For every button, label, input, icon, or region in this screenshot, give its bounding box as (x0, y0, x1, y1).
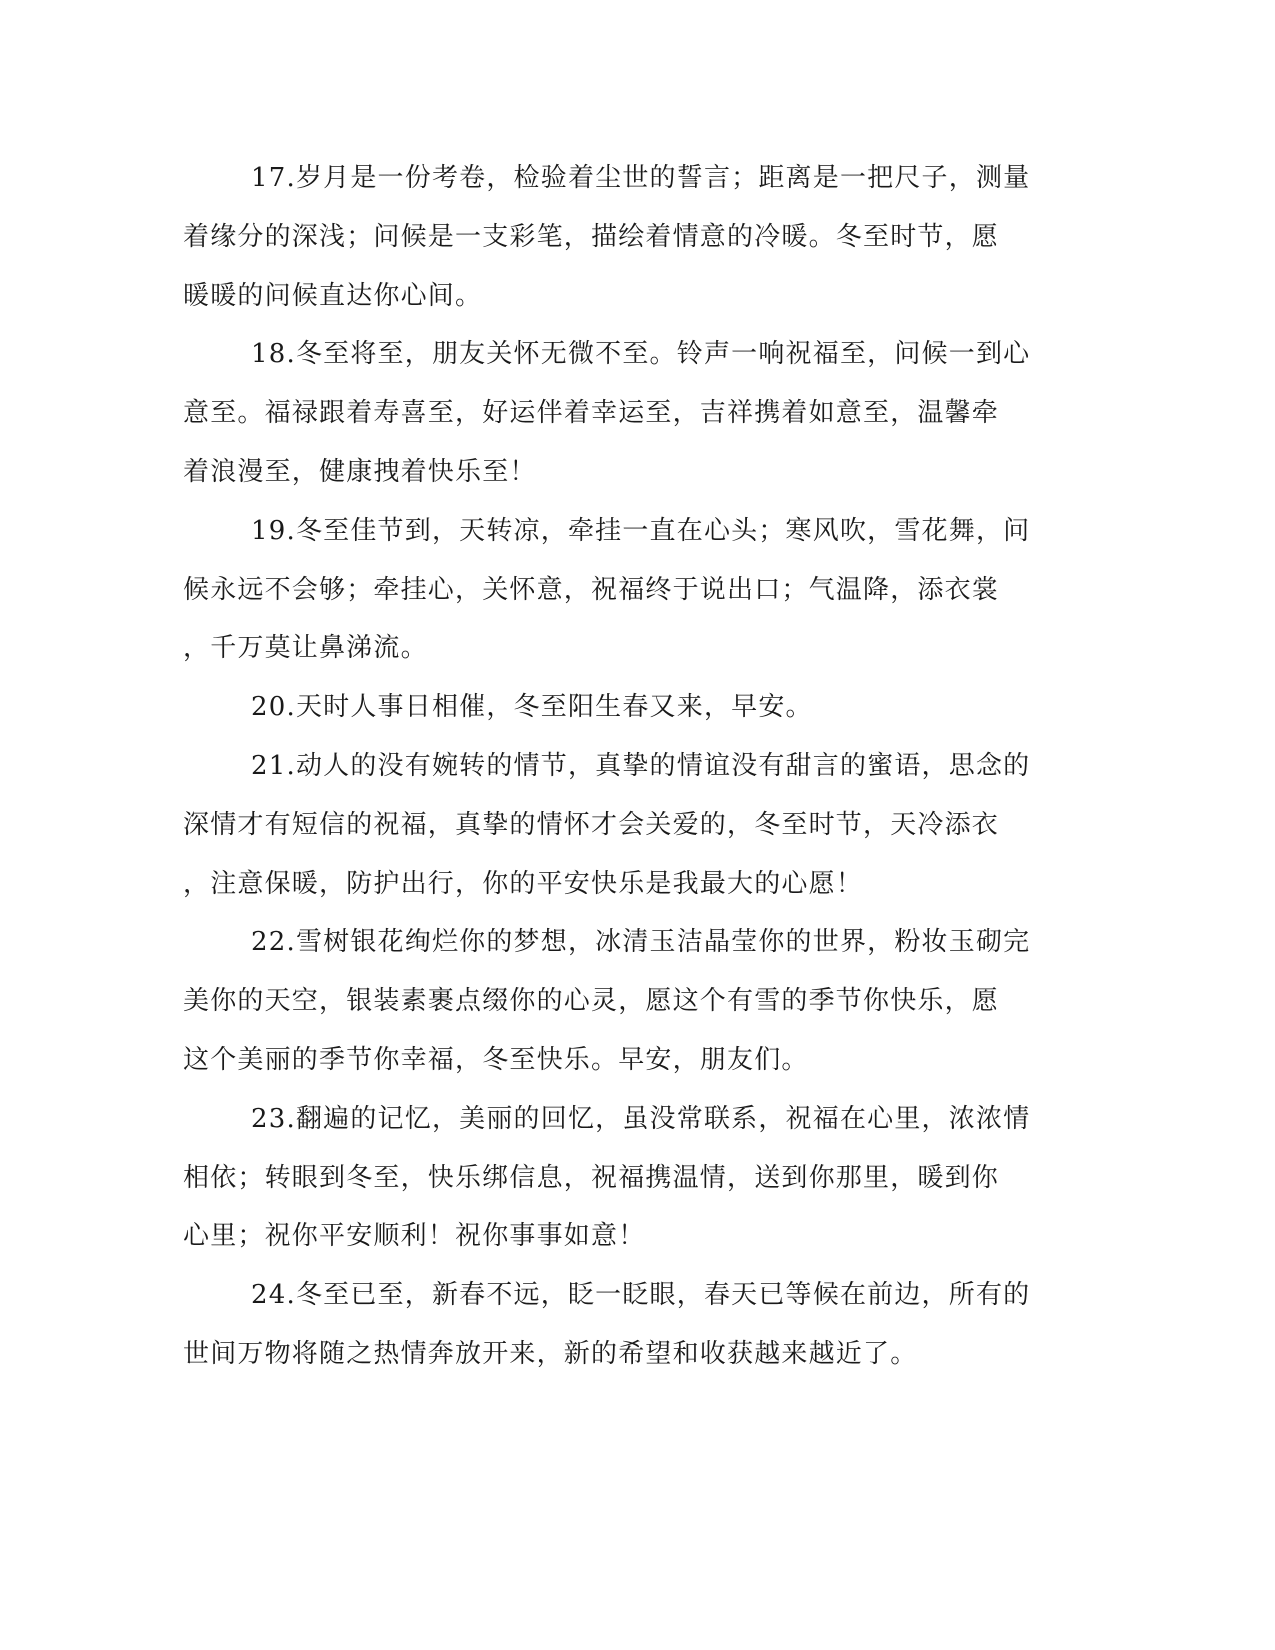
paragraph-line: 着缘分的深浅；问候是一支彩笔，描绘着情意的冷暖。冬至时节，愿 (183, 221, 1000, 252)
paragraph-21 (183, 737, 1033, 913)
paragraph-line: 意至。福禄跟着寿喜至，好运伴着幸运至，吉祥携着如意至，温馨牵 (183, 398, 1000, 429)
paragraph-line: 这个美丽的季节你幸福，冬至快乐。早安，朋友们。 (183, 1044, 809, 1075)
paragraph-line: 暖暖的问候直达你心间。 (183, 280, 483, 311)
paragraph-22 (183, 913, 1033, 1089)
document-page (183, 149, 1033, 1384)
paragraph-line: 着浪漫至，健康拽着快乐至！ (183, 456, 537, 487)
paragraph-line: 21.动人的没有婉转的情节，真挚的情谊没有甜言的蜜语，思念的 (251, 750, 1031, 781)
paragraph-18 (183, 325, 1033, 501)
paragraph-line: 候永远不会够；牵挂心，关怀意，祝福终于说出口；气温降，添衣裳 (183, 574, 1000, 605)
paragraph-24 (183, 1266, 1033, 1384)
paragraph-line: 17.岁月是一份考卷，检验着尘世的誓言；距离是一把尺子，测量 (251, 163, 1031, 193)
paragraph-line: 18.冬至将至，朋友关怀无微不至。铃声一响祝福至，问候一到心 (251, 339, 1031, 370)
paragraph-17 (183, 149, 1033, 325)
paragraph-line: ，注意保暖，防护出行，你的平安快乐是我最大的心愿！ (183, 868, 864, 899)
paragraph-line: 22.雪树银花绚烂你的梦想，冰清玉洁晶莹你的世界，粉妆玉砌完 (251, 927, 1031, 958)
paragraph-19 (183, 502, 1033, 678)
paragraph-line: 深情才有短信的祝福，真挚的情怀才会关爱的，冬至时节，天冷添衣 (183, 809, 1000, 840)
paragraph-line: 20.天时人事日相催，冬至阳生春又来，早安。 (251, 692, 813, 723)
paragraph-line: 19.冬至佳节到，天转凉，牵挂一直在心头；寒风吹，雪花舞，问 (251, 515, 1031, 546)
paragraph-line: 心里；祝你平安顺利！祝你事事如意！ (183, 1221, 646, 1252)
paragraph-23 (183, 1090, 1033, 1266)
paragraph-line: ，千万莫让鼻涕流。 (183, 633, 428, 664)
paragraph-line: 24.冬至已至，新春不远，眨一眨眼，春天已等候在前边，所有的 (251, 1280, 1031, 1311)
paragraph-20 (183, 678, 1033, 737)
paragraph-line: 23.翻遍的记忆，美丽的回忆，虽没常联系，祝福在心里，浓浓情 (251, 1103, 1031, 1134)
paragraph-line: 相依；转眼到冬至，快乐绑信息，祝福携温情，送到你那里，暖到你 (183, 1162, 1000, 1193)
paragraph-line: 美你的天空，银装素裹点缀你的心灵，愿这个有雪的季节你快乐，愿 (183, 986, 1000, 1017)
paragraph-line: 世间万物将随之热情奔放开来，新的希望和收获越来越近了。 (183, 1338, 918, 1369)
